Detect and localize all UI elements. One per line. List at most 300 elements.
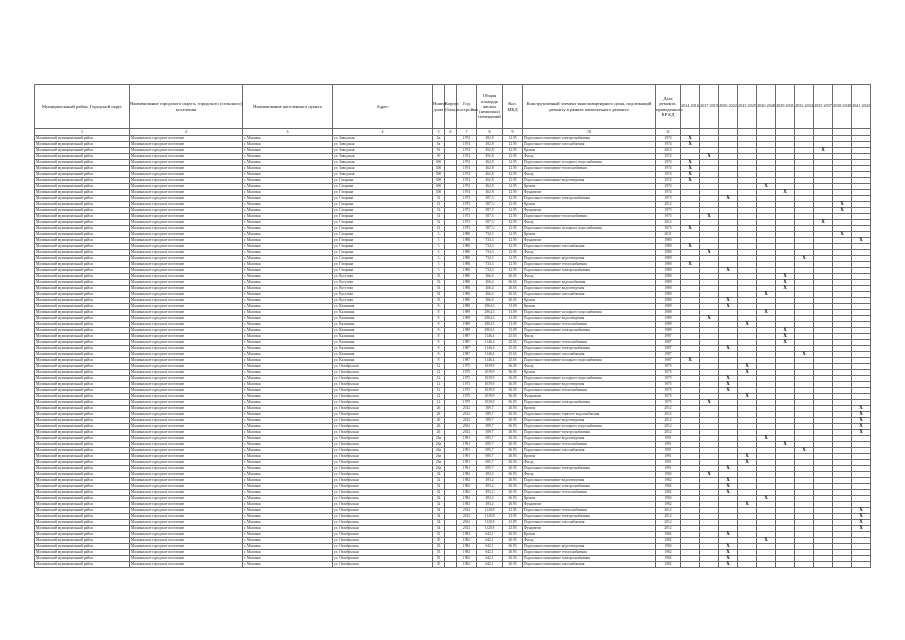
column-number: 8 bbox=[477, 129, 503, 136]
cell-structural-element: Кровля bbox=[523, 298, 656, 304]
cell-mkd-count: 26.93 bbox=[503, 562, 523, 568]
cell-mkd-count: 12.95 bbox=[503, 208, 523, 214]
cell-street: ул. Калинина bbox=[333, 334, 433, 340]
cell-locality: г. Малмыж bbox=[243, 298, 333, 304]
column-number: 3 bbox=[243, 129, 333, 136]
cell-settlement: Малмыжское городское поселение bbox=[130, 328, 243, 334]
cell-settlement: Малмыжское городское поселение bbox=[130, 514, 243, 520]
cell-structural-element: Подпольное помещение водоотведения bbox=[523, 286, 656, 292]
cell-area: 462,8 bbox=[477, 172, 503, 178]
cell-house-number: 8 bbox=[433, 322, 445, 328]
cell-repair-date: 2012 bbox=[656, 202, 681, 208]
cell-area: 2964,3 bbox=[477, 304, 503, 310]
cell-house-number: 5б bbox=[433, 148, 445, 154]
cell-structural-element: Подпольное помещение водоотведения bbox=[523, 382, 656, 388]
cell-structural-element: Кровля bbox=[523, 532, 656, 538]
cell-house-number: 31 bbox=[433, 214, 445, 220]
cell-area: 492,8 bbox=[477, 142, 503, 148]
cell-build-year: 1991 bbox=[457, 442, 477, 448]
cell-period-9: X bbox=[833, 232, 852, 238]
cell-house-number: 34 bbox=[433, 514, 445, 520]
cell-street: ул. Гагарина bbox=[333, 232, 433, 238]
cell-period-5: X bbox=[757, 496, 776, 502]
cell-district: Малмыжский муниципальный район bbox=[35, 148, 130, 154]
cell-mkd-count: 26.93 bbox=[503, 472, 523, 478]
cell-mkd-count: 12.95 bbox=[503, 256, 523, 262]
cell-district: Малмыжский муниципальный район bbox=[35, 184, 130, 190]
cell-house-number: 34 bbox=[433, 526, 445, 532]
cell-locality: г. Малмыж bbox=[243, 472, 333, 478]
cell-district: Малмыжский муниципальный район bbox=[35, 520, 130, 526]
cell-mkd-count: 25.65 bbox=[503, 358, 523, 364]
cell-settlement: Малмыжское городское поселение bbox=[130, 538, 243, 544]
cell-area: 587,3 bbox=[477, 226, 503, 232]
cell-period-8: X bbox=[814, 148, 833, 154]
cell-house-number: 12 bbox=[433, 394, 445, 400]
cell-settlement: Малмыжское городское поселение bbox=[130, 262, 243, 268]
cell-build-year: 1989 bbox=[457, 316, 477, 322]
cell-build-year: 1973 bbox=[457, 214, 477, 220]
cell-mkd-count: 26.65 bbox=[503, 280, 523, 286]
cell-period-10: X bbox=[852, 520, 871, 526]
cell-period-10: X bbox=[852, 424, 871, 430]
cell-structural-element: Подпольное помещение электроснабжения bbox=[523, 196, 656, 202]
cell-settlement: Малмыжское городское поселение bbox=[130, 292, 243, 298]
cell-street: ул. Октябрьская bbox=[333, 490, 433, 496]
cell-district: Малмыжский муниципальный район bbox=[35, 166, 130, 172]
cell-mkd-count: 12.95 bbox=[503, 196, 523, 202]
cell-locality: г. Малмыж bbox=[243, 514, 333, 520]
cell-mkd-count: 26.93 bbox=[503, 430, 523, 436]
cell-street: ул. Октябрьская bbox=[333, 364, 433, 370]
cell-repair-date: 2012 bbox=[656, 220, 681, 226]
cell-house-number: 8 bbox=[433, 340, 445, 346]
cell-period-6: X bbox=[776, 190, 795, 196]
cell-build-year: 1991 bbox=[457, 466, 477, 472]
cell-house-number: 31 bbox=[433, 196, 445, 202]
cell-locality: г. Малмыж bbox=[243, 196, 333, 202]
cell-period-3: X bbox=[719, 346, 738, 352]
cell-locality: г. Малмыж bbox=[243, 382, 333, 388]
cell-locality: г. Малмыж bbox=[243, 460, 333, 466]
cell-period-6 bbox=[776, 562, 795, 568]
cell-house-number: 3 bbox=[433, 238, 445, 244]
cell-build-year: 2012 bbox=[457, 418, 477, 424]
cell-build-year: 1974 bbox=[457, 166, 477, 172]
cell-street: ул. Кутузова bbox=[333, 280, 433, 286]
cell-settlement: Малмыжское городское поселение bbox=[130, 220, 243, 226]
cell-house-number: 35 bbox=[433, 544, 445, 550]
cell-street: ул. Октябрьская bbox=[333, 472, 433, 478]
cell-period-3: X bbox=[719, 484, 738, 490]
column-number bbox=[738, 129, 757, 136]
cell-build-year: 1980 bbox=[457, 238, 477, 244]
cell-repair-date: 1991 bbox=[656, 436, 681, 442]
cell-period-1 bbox=[681, 562, 700, 568]
cell-district: Малмыжский муниципальный район bbox=[35, 316, 130, 322]
cell-street: ул. Гагарина bbox=[333, 238, 433, 244]
cell-district: Малмыжский муниципальный район bbox=[35, 532, 130, 538]
cell-settlement: Малмыжское городское поселение bbox=[130, 196, 243, 202]
cell-period-1: X bbox=[681, 172, 700, 178]
cell-house-number: 33 bbox=[433, 286, 445, 292]
cell-period-4: X bbox=[738, 364, 757, 370]
cell-district: Малмыжский муниципальный район bbox=[35, 208, 130, 214]
cell-repair-date: 1991 bbox=[656, 466, 681, 472]
column-number bbox=[852, 129, 871, 136]
cell-repair-date: 1974 bbox=[656, 184, 681, 190]
column-number bbox=[795, 129, 814, 136]
cell-structural-element: Подпольное помещение горячего водоснабжения bbox=[523, 412, 656, 418]
cell-street: ул. Калинина bbox=[333, 352, 433, 358]
cell-house-number: 8 bbox=[433, 352, 445, 358]
cell-repair-date: 2012 bbox=[656, 520, 681, 526]
cell-period-2: X bbox=[700, 472, 719, 478]
cell-locality: г. Малмыж bbox=[243, 238, 333, 244]
cell-street: ул. Октябрьская bbox=[333, 556, 433, 562]
cell-repair-date: 1974 bbox=[656, 154, 681, 160]
cell-mkd-count: 12.95 bbox=[503, 226, 523, 232]
cell-settlement: Малмыжское городское поселение bbox=[130, 214, 243, 220]
cell-street: ул. Октябрьская bbox=[333, 400, 433, 406]
cell-structural-element: Фасад bbox=[523, 154, 656, 160]
cell-repair-date: 1991 bbox=[656, 460, 681, 466]
cell-mkd-count: 12.95 bbox=[503, 190, 523, 196]
cell-settlement: Малмыжское городское поселение bbox=[130, 478, 243, 484]
cell-settlement: Малмыжское городское поселение bbox=[130, 442, 243, 448]
cell-build-year: 1982 bbox=[457, 484, 477, 490]
cell-mkd-count: 26.93 bbox=[503, 496, 523, 502]
cell-period-1: X bbox=[681, 142, 700, 148]
cell-mkd-count: 26.65 bbox=[503, 292, 523, 298]
cell-locality: г. Малмыж bbox=[243, 358, 333, 364]
cell-district: Малмыжский муниципальный район bbox=[35, 274, 130, 280]
cell-district: Малмыжский муниципальный район bbox=[35, 478, 130, 484]
cell-district: Малмыжский муниципальный район bbox=[35, 346, 130, 352]
cell-structural-element: Подпольное помещение холодного водоснабжения bbox=[523, 358, 656, 364]
cell-structural-element: Подпольное помещение холодного водоснабжения bbox=[523, 160, 656, 166]
cell-area: 642,1 bbox=[477, 562, 503, 568]
cell-mkd-count: 36.05 bbox=[503, 370, 523, 376]
cell-district: Малмыжский муниципальный район bbox=[35, 472, 130, 478]
cell-period-1: X bbox=[681, 262, 700, 268]
cell-locality: г. Малмыж bbox=[243, 292, 333, 298]
cell-mkd-count: 13.09 bbox=[503, 328, 523, 334]
cell-repair-date: 1987 bbox=[656, 358, 681, 364]
cell-house-number: 32 bbox=[433, 472, 445, 478]
cell-district: Малмыжский муниципальный район bbox=[35, 238, 130, 244]
cell-locality: г. Малмыж bbox=[243, 436, 333, 442]
cell-district: Малмыжский муниципальный район bbox=[35, 442, 130, 448]
cell-district: Малмыжский муниципальный район bbox=[35, 244, 130, 250]
cell-house-number: 8 bbox=[433, 310, 445, 316]
cell-street: ул. Октябрьская bbox=[333, 526, 433, 532]
cell-mkd-count: 12.95 bbox=[503, 250, 523, 256]
cell-build-year: 1974 bbox=[457, 136, 477, 142]
cell-mkd-count: 26.93 bbox=[503, 532, 523, 538]
cell-locality: г. Малмыж bbox=[243, 142, 333, 148]
cell-mkd-count: 13.09 bbox=[503, 304, 523, 310]
cell-build-year: 1980 bbox=[457, 250, 477, 256]
cell-mkd-count: 26.93 bbox=[503, 454, 523, 460]
cell-mkd-count: 25.65 bbox=[503, 352, 523, 358]
cell-period-3: X bbox=[719, 196, 738, 202]
cell-area: 1039,9 bbox=[477, 400, 503, 406]
cell-area: 589,7 bbox=[477, 406, 503, 412]
cell-area: 492,8 bbox=[477, 154, 503, 160]
cell-locality: г. Малмыж bbox=[243, 208, 333, 214]
cell-area: 587,3 bbox=[477, 196, 503, 202]
cell-locality: г. Малмыж bbox=[243, 466, 333, 472]
cell-house-number: 8 bbox=[433, 346, 445, 352]
cell-locality: г. Малмыж bbox=[243, 364, 333, 370]
cell-area: 266,4 bbox=[477, 286, 503, 292]
cell-build-year: 1975 bbox=[457, 388, 477, 394]
cell-street: ул. Заводская bbox=[333, 142, 433, 148]
cell-settlement: Малмыжское городское поселение bbox=[130, 208, 243, 214]
cell-area: 1039,9 bbox=[477, 376, 503, 382]
cell-locality: г. Малмыж bbox=[243, 376, 333, 382]
cell-house-number: 26а bbox=[433, 466, 445, 472]
cell-settlement: Малмыжское городское поселение bbox=[130, 388, 243, 394]
cell-structural-element: Подпольное помещение теплоснабжения bbox=[523, 490, 656, 496]
cell-house-number: 26 bbox=[433, 418, 445, 424]
cell-district: Малмыжский муниципальный район bbox=[35, 436, 130, 442]
cell-area: 1146,4 bbox=[477, 340, 503, 346]
cell-area: 2964,3 bbox=[477, 322, 503, 328]
cell-house-number: 3 bbox=[433, 232, 445, 238]
cell-repair-date: 1975 bbox=[656, 394, 681, 400]
cell-street: ул. Заводская bbox=[333, 148, 433, 154]
cell-settlement: Малмыжское городское поселение bbox=[130, 286, 243, 292]
cell-locality: г. Малмыж bbox=[243, 322, 333, 328]
cell-district: Малмыжский муниципальный район bbox=[35, 424, 130, 430]
cell-street: ул. Октябрьская bbox=[333, 382, 433, 388]
cell-settlement: Малмыжское городское поселение bbox=[130, 382, 243, 388]
cell-repair-date: 1982 bbox=[656, 562, 681, 568]
cell-district: Малмыжский муниципальный район bbox=[35, 508, 130, 514]
cell-street: ул. Октябрьская bbox=[333, 484, 433, 490]
cell-district: Малмыжский муниципальный район bbox=[35, 136, 130, 142]
cell-period-6: X bbox=[776, 328, 795, 334]
cell-structural-element: Фасад bbox=[523, 460, 656, 466]
cell-district: Малмыжский муниципальный район bbox=[35, 256, 130, 262]
cell-house-number: 26а bbox=[433, 448, 445, 454]
cell-period-4: X bbox=[738, 454, 757, 460]
cell-build-year: 1989 bbox=[457, 322, 477, 328]
cell-house-number: 32 bbox=[433, 484, 445, 490]
cell-repair-date: 2012 bbox=[656, 424, 681, 430]
cell-settlement: Малмыжское городское поселение bbox=[130, 184, 243, 190]
cell-mkd-count: 26.93 bbox=[503, 538, 523, 544]
cell-locality: г. Малмыж bbox=[243, 520, 333, 526]
cell-locality: г. Малмыж bbox=[243, 328, 333, 334]
cell-street: ул. Октябрьская bbox=[333, 466, 433, 472]
cell-locality: г. Малмыж bbox=[243, 178, 333, 184]
cell-build-year: 2012 bbox=[457, 520, 477, 526]
cell-mkd-count: 25.65 bbox=[503, 346, 523, 352]
cell-settlement: Малмыжское городское поселение bbox=[130, 268, 243, 274]
cell-structural-element: Подпольное помещение водоснабжения bbox=[523, 280, 656, 286]
cell-repair-date: 1980 bbox=[656, 250, 681, 256]
cell-district: Малмыжский муниципальный район bbox=[35, 142, 130, 148]
cell-build-year: 1974 bbox=[457, 142, 477, 148]
cell-mkd-count: 12.95 bbox=[503, 166, 523, 172]
cell-house-number: 35 bbox=[433, 550, 445, 556]
cell-district: Малмыжский муниципальный район bbox=[35, 250, 130, 256]
cell-repair-date: 1982 bbox=[656, 496, 681, 502]
column-header: Год постройки bbox=[457, 85, 477, 129]
cell-area: 2964,3 bbox=[477, 310, 503, 316]
cell-street: ул. Гагарина bbox=[333, 220, 433, 226]
cell-area: 462,8 bbox=[477, 160, 503, 166]
cell-street: ул. Октябрьская bbox=[333, 532, 433, 538]
column-number: 5 bbox=[433, 129, 445, 136]
column-header: Номер дома bbox=[433, 85, 445, 129]
cell-locality: г. Малмыж bbox=[243, 172, 333, 178]
cell-area: 587,3 bbox=[477, 220, 503, 226]
cell-settlement: Малмыжское городское поселение bbox=[130, 484, 243, 490]
cell-build-year: 1974 bbox=[457, 184, 477, 190]
cell-area: 695,7 bbox=[477, 442, 503, 448]
cell-street: ул. Октябрьская bbox=[333, 424, 433, 430]
cell-street: ул. Гагарина bbox=[333, 208, 433, 214]
cell-district: Малмыжский муниципальный район bbox=[35, 364, 130, 370]
cell-area: 587,3 bbox=[477, 208, 503, 214]
cell-locality: г. Малмыж bbox=[243, 256, 333, 262]
cell-settlement: Малмыжское городское поселение bbox=[130, 376, 243, 382]
cell-district: Малмыжский муниципальный район bbox=[35, 418, 130, 424]
cell-area: 492,8 bbox=[477, 136, 503, 142]
cell-house-number: 8 bbox=[433, 316, 445, 322]
cell-period-4: X bbox=[738, 394, 757, 400]
column-header: Корпус (блок) bbox=[445, 85, 457, 129]
cell-settlement: Малмыжское городское поселение bbox=[130, 172, 243, 178]
cell-build-year: 1974 bbox=[457, 172, 477, 178]
cell-street: ул. Октябрьская bbox=[333, 496, 433, 502]
cell-structural-element: Фасад bbox=[523, 538, 656, 544]
cell-period-3: X bbox=[719, 304, 738, 310]
cell-period-5: X bbox=[757, 538, 776, 544]
cell-settlement: Малмыжское городское поселение bbox=[130, 490, 243, 496]
cell-street: ул. Октябрьская bbox=[333, 538, 433, 544]
cell-mkd-count: 26.93 bbox=[503, 436, 523, 442]
cell-street: ул. Заводская bbox=[333, 136, 433, 142]
cell-repair-date: 1982 bbox=[656, 478, 681, 484]
cell-structural-element: Подпольное помещение холодного водоснабжения bbox=[523, 226, 656, 232]
cell-district: Малмыжский муниципальный район bbox=[35, 484, 130, 490]
cell-repair-date: 1989 bbox=[656, 328, 681, 334]
cell-period-6: X bbox=[776, 274, 795, 280]
cell-house-number: 5б bbox=[433, 154, 445, 160]
cell-structural-element: Фундамент bbox=[523, 190, 656, 196]
cell-locality: г. Малмыж bbox=[243, 424, 333, 430]
cell-settlement: Малмыжское городское поселение bbox=[130, 370, 243, 376]
cell-district: Малмыжский муниципальный район bbox=[35, 526, 130, 532]
cell-mkd-count: 13.09 bbox=[503, 322, 523, 328]
cell-repair-date: 1975 bbox=[656, 370, 681, 376]
cell-settlement: Малмыжское городское поселение bbox=[130, 556, 243, 562]
cell-build-year: 1980 bbox=[457, 244, 477, 250]
cell-mkd-count: 26.93 bbox=[503, 502, 523, 508]
cell-mkd-count: 13.09 bbox=[503, 310, 523, 316]
cell-structural-element: Подпольное помещение водоотведения bbox=[523, 418, 656, 424]
cell-build-year: 1980 bbox=[457, 262, 477, 268]
cell-house-number: 35 bbox=[433, 532, 445, 538]
cell-period-10: X bbox=[852, 418, 871, 424]
cell-district: Малмыжский муниципальный район bbox=[35, 286, 130, 292]
cell-repair-date: 1973 bbox=[656, 226, 681, 232]
cell-district: Малмыжский муниципальный район bbox=[35, 358, 130, 364]
cell-settlement: Малмыжское городское поселение bbox=[130, 238, 243, 244]
cell-structural-element: Подпольное помещение газоснабжения bbox=[523, 142, 656, 148]
cell-locality: г. Малмыж bbox=[243, 184, 333, 190]
cell-repair-date: 1987 bbox=[656, 352, 681, 358]
cell-settlement: Малмыжское городское поселение bbox=[130, 274, 243, 280]
cell-street: ул. Октябрьская bbox=[333, 376, 433, 382]
cell-structural-element: Подпольное помещение водоотведения bbox=[523, 256, 656, 262]
cell-repair-date: 1982 bbox=[656, 538, 681, 544]
cell-street: ул. Октябрьская bbox=[333, 436, 433, 442]
cell-mkd-count: 12.95 bbox=[503, 160, 523, 166]
column-number: 10 bbox=[523, 129, 656, 136]
cell-structural-element: Подпольное помещение теплоснабжения bbox=[523, 550, 656, 556]
cell-locality: г. Малмыж bbox=[243, 538, 333, 544]
cell-structural-element: Кровля bbox=[523, 232, 656, 238]
cell-street: ул. Гагарина bbox=[333, 184, 433, 190]
cell-house-number: 3 bbox=[433, 256, 445, 262]
cell-period-10: X bbox=[852, 238, 871, 244]
cell-settlement: Малмыжское городское поселение bbox=[130, 496, 243, 502]
cell-mkd-count: 23.85 bbox=[503, 526, 523, 532]
cell-repair-date: 2012 bbox=[656, 526, 681, 532]
cell-structural-element: Фасад bbox=[523, 172, 656, 178]
cell-area: 589,7 bbox=[477, 430, 503, 436]
cell-locality: г. Малмыж bbox=[243, 556, 333, 562]
cell-settlement: Малмыжское городское поселение bbox=[130, 298, 243, 304]
cell-build-year: 1982 bbox=[457, 562, 477, 568]
cell-period-10 bbox=[852, 562, 871, 568]
column-header: 2038 2040 bbox=[833, 85, 852, 129]
cell-settlement: Малмыжское городское поселение bbox=[130, 358, 243, 364]
cell-structural-element: Подпольное помещение газоснабжения bbox=[523, 562, 656, 568]
cell-period-3: X bbox=[719, 382, 738, 388]
cell-structural-element: Подпольное помещение теплоснабжения bbox=[523, 214, 656, 220]
cell-mkd-count: 12.95 bbox=[503, 244, 523, 250]
cell-period-1: X bbox=[681, 244, 700, 250]
cell-street: ул. Калинина bbox=[333, 322, 433, 328]
cell-repair-date: 1982 bbox=[656, 484, 681, 490]
cell-area: 1146,4 bbox=[477, 352, 503, 358]
cell-locality: г. Малмыж bbox=[243, 454, 333, 460]
cell-period-4: X bbox=[738, 322, 757, 328]
cell-build-year: 2012 bbox=[457, 526, 477, 532]
cell-build-year: 1982 bbox=[457, 538, 477, 544]
cell-structural-element: Фундамент bbox=[523, 208, 656, 214]
cell-area: 695,7 bbox=[477, 454, 503, 460]
column-number bbox=[776, 129, 795, 136]
cell-house-number: 12 bbox=[433, 388, 445, 394]
cell-build-year: 2012 bbox=[457, 430, 477, 436]
cell-mkd-count: 26.93 bbox=[503, 556, 523, 562]
cell-house-number: 26а bbox=[433, 460, 445, 466]
cell-district: Малмыжский муниципальный район bbox=[35, 400, 130, 406]
cell-street: ул. Калинина bbox=[333, 310, 433, 316]
cell-district: Малмыжский муниципальный район bbox=[35, 334, 130, 340]
cell-settlement: Малмыжское городское поселение bbox=[130, 166, 243, 172]
cell-structural-element: Подпольное помещение электроснабжения bbox=[523, 466, 656, 472]
cell-locality: г. Малмыж bbox=[243, 190, 333, 196]
